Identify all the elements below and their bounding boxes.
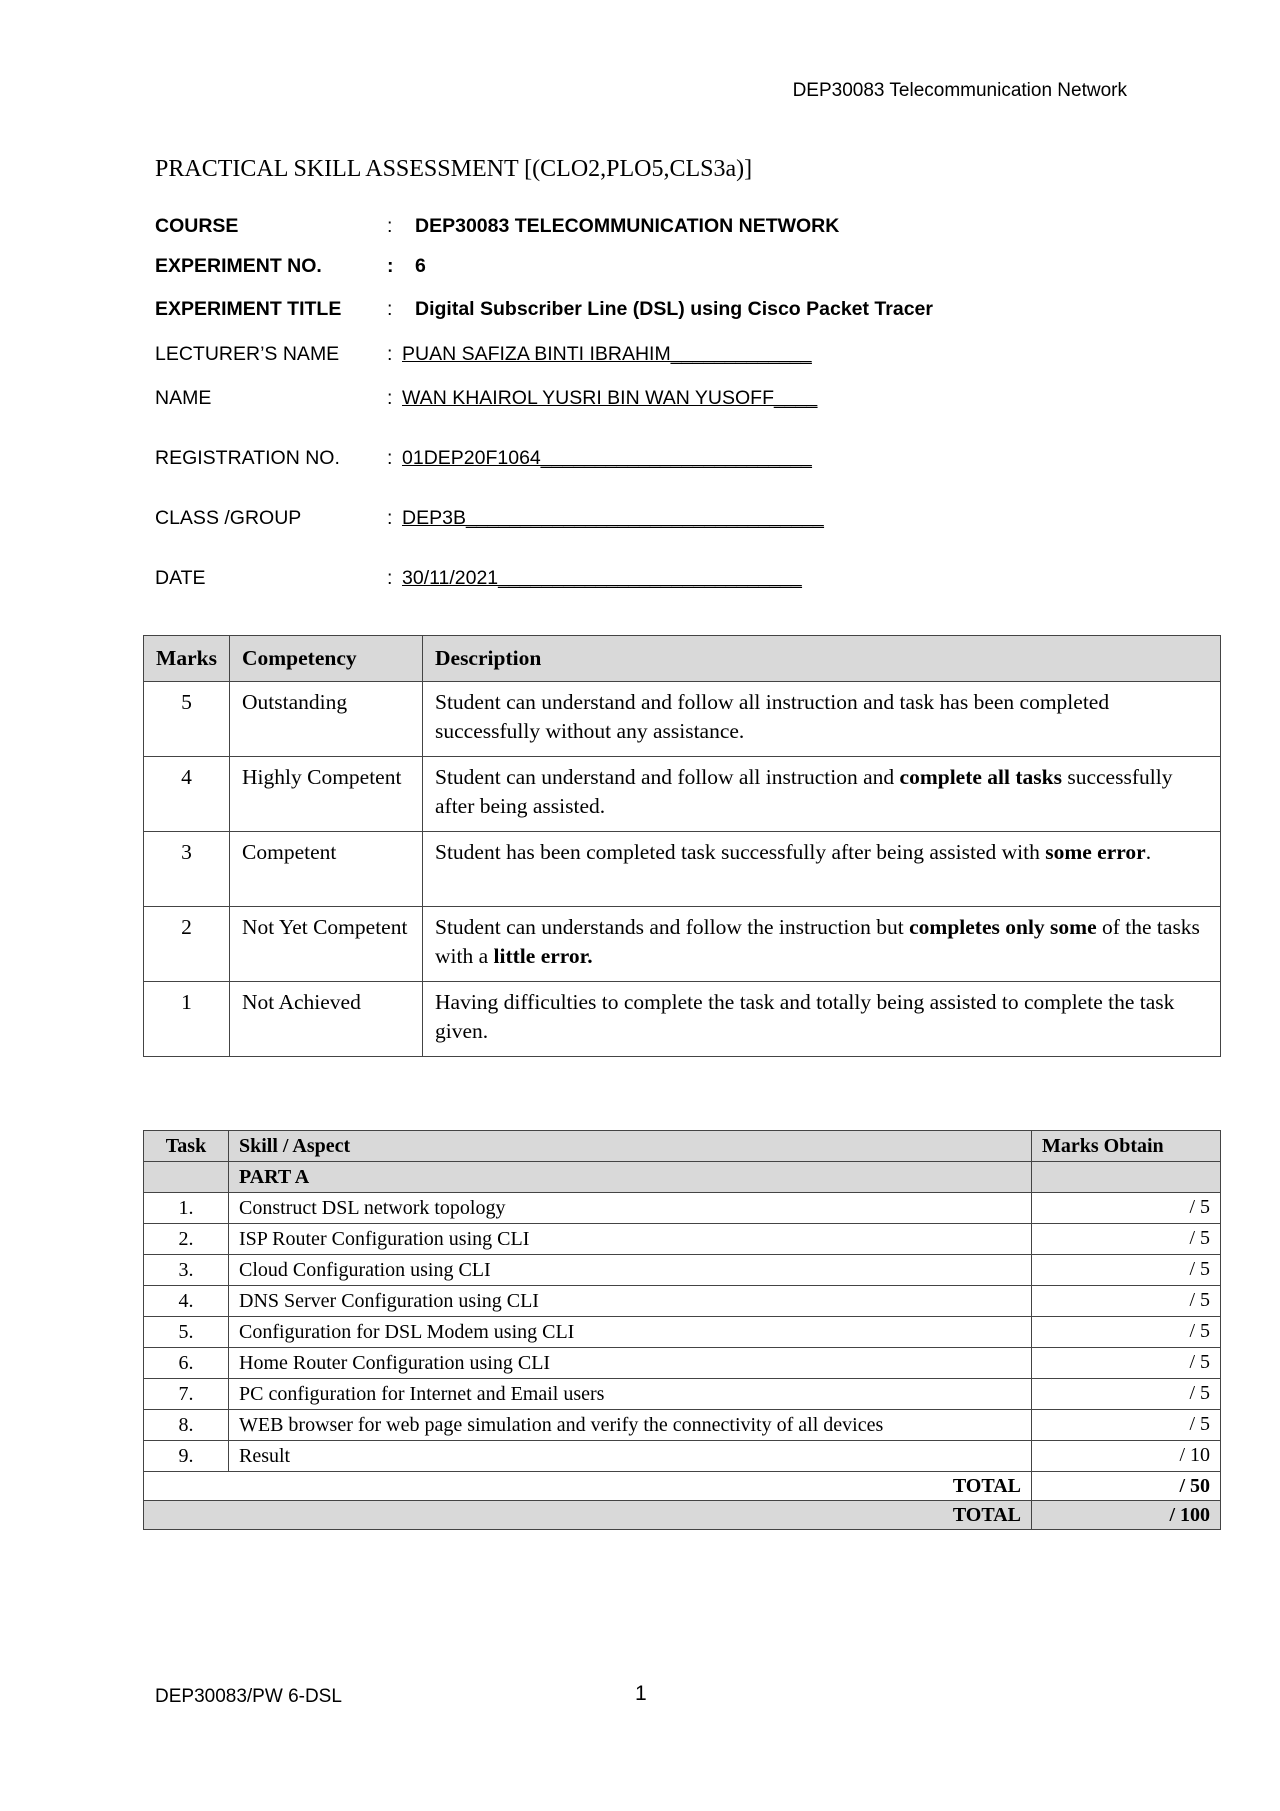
task-row [144, 1441, 1221, 1472]
info-label: LECTURER’S NAME [155, 343, 340, 365]
task-row [144, 1286, 1221, 1317]
task-number: 5. [144, 1317, 229, 1348]
info-value: WAN KHAIROL YUSRI BIN WAN YUSOFF____ [402, 387, 818, 409]
info-separator: : [387, 215, 393, 237]
info-value: DEP30083 TELECOMMUNICATION NETWORK [415, 215, 840, 237]
info-label: REGISTRATION NO. [155, 447, 340, 469]
rubric-header-marks: Marks [144, 636, 230, 682]
rubric-row [144, 982, 1221, 1057]
task-number: 6. [144, 1348, 229, 1379]
info-separator: : [387, 507, 393, 529]
info-value: DEP3B_________________________________ [402, 507, 824, 529]
rubric-description: Student can understand and follow all instruction and complete all tasks successfully after being assisted. [423, 757, 1221, 832]
rubric-marks: 4 [144, 757, 230, 832]
rubric-competency: Not Yet Competent [230, 907, 423, 982]
rubric-competency: Competent [230, 832, 423, 907]
rubric-marks: 3 [144, 832, 230, 907]
info-separator: : [387, 387, 393, 409]
task-marks: / 5 [1032, 1255, 1221, 1286]
info-separator: : [387, 447, 393, 469]
task-row [144, 1317, 1221, 1348]
task-number: 2. [144, 1224, 229, 1255]
footer-doc-code: DEP30083/PW 6-DSL [155, 1686, 342, 1707]
task-row [144, 1193, 1221, 1224]
footer-page-number: 1 [635, 1682, 647, 1705]
page-header-course: DEP30083 Telecommunication Network [792, 80, 1127, 101]
task-number: 9. [144, 1441, 229, 1472]
task-marks: / 10 [1032, 1441, 1221, 1472]
task-marks: / 5 [1032, 1224, 1221, 1255]
info-value: 30/11/2021____________________________ [402, 567, 802, 589]
task-skill: Configuration for DSL Modem using CLI [229, 1317, 1032, 1348]
rubric-row [144, 682, 1221, 757]
rubric-competency: Highly Competent [230, 757, 423, 832]
task-header-row [144, 1131, 1221, 1162]
task-skill: Home Router Configuration using CLI [229, 1348, 1032, 1379]
part-a-row [144, 1162, 1221, 1193]
part-a-label: PART A [229, 1162, 1032, 1193]
rubric-header-row [144, 636, 1221, 682]
info-value: Digital Subscriber Line (DSL) using Cisco Packet Tracer [415, 298, 933, 320]
info-value: PUAN SAFIZA BINTI IBRAHIM_____________ [402, 343, 812, 365]
rubric-header-description: Description [423, 636, 1221, 682]
info-separator: : [387, 567, 393, 589]
info-label: CLASS /GROUP [155, 507, 302, 529]
rubric-competency: Not Achieved [230, 982, 423, 1057]
task-marks: / 5 [1032, 1410, 1221, 1441]
total-row [144, 1472, 1221, 1501]
task-header-marks: Marks Obtain [1032, 1131, 1221, 1162]
rubric-description: Student has been completed task successfully after being assisted with some error. [423, 832, 1221, 907]
task-row [144, 1410, 1221, 1441]
part-a-empty-cell [144, 1162, 229, 1193]
task-skill: WEB browser for web page simulation and verify the connectivity of all devices [229, 1410, 1032, 1441]
rubric-description: Having difficulties to complete the task and totally being assisted to complete the task given. [423, 982, 1221, 1057]
rubric-description: Student can understands and follow the instruction but completes only some of the tasks with a little error. [423, 907, 1221, 982]
rubric-table [143, 635, 1221, 1057]
rubric-row [144, 832, 1221, 907]
info-separator: : [387, 343, 393, 365]
task-row [144, 1255, 1221, 1286]
part-a-empty-marks [1032, 1162, 1221, 1193]
grand-total-label: TOTAL [144, 1501, 1032, 1530]
grand-total-row [144, 1501, 1221, 1530]
task-marks-table [143, 1130, 1221, 1530]
task-marks: / 5 [1032, 1317, 1221, 1348]
task-number: 4. [144, 1286, 229, 1317]
info-label: NAME [155, 387, 212, 409]
rubric-description: Student can understand and follow all instruction and task has been completed successfully without any assistance. [423, 682, 1221, 757]
rubric-marks: 1 [144, 982, 230, 1057]
document-title: PRACTICAL SKILL ASSESSMENT [(CLO2,PLO5,CLS3a)] [155, 156, 753, 182]
task-number: 1. [144, 1193, 229, 1224]
info-separator: : [387, 298, 393, 320]
task-number: 7. [144, 1379, 229, 1410]
task-row [144, 1379, 1221, 1410]
task-skill: DNS Server Configuration using CLI [229, 1286, 1032, 1317]
task-skill: Construct DSL network topology [229, 1193, 1032, 1224]
task-marks: / 5 [1032, 1348, 1221, 1379]
rubric-row [144, 907, 1221, 982]
rubric-marks: 5 [144, 682, 230, 757]
task-skill: ISP Router Configuration using CLI [229, 1224, 1032, 1255]
task-skill: PC configuration for Internet and Email users [229, 1379, 1032, 1410]
info-value: 6 [415, 255, 426, 277]
task-marks: / 5 [1032, 1379, 1221, 1410]
info-label: COURSE [155, 215, 239, 237]
total-label: TOTAL [144, 1472, 1032, 1501]
info-label: EXPERIMENT TITLE [155, 298, 342, 320]
info-value: 01DEP20F1064_________________________ [402, 447, 812, 469]
rubric-row [144, 757, 1221, 832]
total-value: / 50 [1032, 1472, 1221, 1501]
task-skill: Cloud Configuration using CLI [229, 1255, 1032, 1286]
task-row [144, 1224, 1221, 1255]
task-row [144, 1348, 1221, 1379]
rubric-header-competency: Competency [230, 636, 423, 682]
rubric-marks: 2 [144, 907, 230, 982]
info-separator: : [387, 255, 394, 277]
task-header-task: Task [144, 1131, 229, 1162]
task-number: 8. [144, 1410, 229, 1441]
rubric-competency: Outstanding [230, 682, 423, 757]
info-label: DATE [155, 567, 206, 589]
task-number: 3. [144, 1255, 229, 1286]
task-header-skill: Skill / Aspect [229, 1131, 1032, 1162]
grand-total-value: / 100 [1032, 1501, 1221, 1530]
info-label: EXPERIMENT NO. [155, 255, 322, 277]
task-skill: Result [229, 1441, 1032, 1472]
task-marks: / 5 [1032, 1193, 1221, 1224]
task-marks: / 5 [1032, 1286, 1221, 1317]
